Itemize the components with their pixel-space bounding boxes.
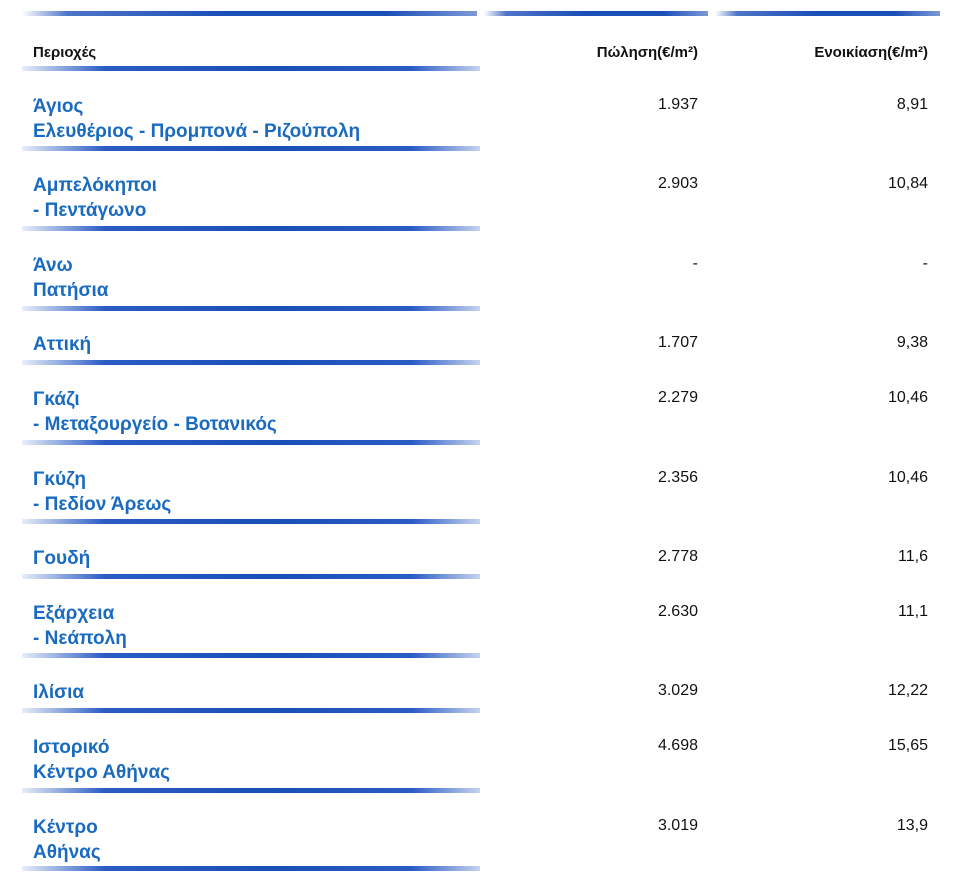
row-separator xyxy=(22,440,480,445)
area-name xyxy=(33,815,473,865)
area-name-line: Κέντρο xyxy=(33,817,98,838)
rent-price: 10,46 xyxy=(887,469,928,486)
header-separator xyxy=(22,66,480,71)
row-separator xyxy=(22,360,480,365)
area-name xyxy=(33,387,473,437)
area-name-line: Πατήσια xyxy=(33,280,109,301)
rent-price: 10,46 xyxy=(887,389,928,406)
row-separator xyxy=(22,866,480,871)
sale-price: 3.029 xyxy=(657,682,698,699)
row-separator xyxy=(22,788,480,793)
header-area: Περιοχές xyxy=(33,44,97,61)
row-separator xyxy=(22,653,480,658)
area-name-line: Ελευθέριος - Προμπονά - Ριζούπολη xyxy=(33,121,361,142)
area-name-line: Άγιος xyxy=(33,96,84,117)
rent-price: 11,1 xyxy=(898,603,928,620)
area-name-line: Γκύζη xyxy=(33,469,86,490)
area-name-line: - Πεδίον Άρεως xyxy=(33,494,172,515)
rent-price: 15,65 xyxy=(887,737,928,754)
sale-price: 2.279 xyxy=(657,389,698,406)
sale-price: - xyxy=(692,255,698,272)
rent-price: 12,22 xyxy=(887,682,928,699)
sale-price: 2.356 xyxy=(657,469,698,486)
top-rule-left xyxy=(22,11,477,16)
rent-price: 8,91 xyxy=(896,96,928,113)
row-separator xyxy=(22,306,480,311)
area-name xyxy=(33,680,473,705)
top-rule-middle xyxy=(484,11,708,16)
rent-price: 11,6 xyxy=(898,548,928,565)
sale-price: 1.707 xyxy=(657,334,698,351)
area-name-line: Εξάρχεια xyxy=(33,603,115,624)
area-name xyxy=(33,253,473,303)
area-name-line: Αττική xyxy=(33,334,92,355)
area-name xyxy=(33,735,473,785)
header-sale-price: Πώληση(€/m²) xyxy=(596,44,698,61)
area-name-line: Κέντρο Αθήνας xyxy=(33,762,170,783)
area-name-line: - Νεάπολη xyxy=(33,628,127,649)
area-name-line: - Μεταξουργείο - Βοτανικός xyxy=(33,414,277,435)
sale-price: 1.937 xyxy=(657,96,698,113)
row-separator xyxy=(22,519,480,524)
top-rule-right xyxy=(715,11,940,16)
row-separator xyxy=(22,708,480,713)
area-name xyxy=(33,601,473,651)
rent-price: 10,84 xyxy=(887,175,928,192)
area-name-line: Ιλίσια xyxy=(33,682,85,703)
sale-price: 2.903 xyxy=(657,175,698,192)
area-name xyxy=(33,546,473,571)
row-separator xyxy=(22,226,480,231)
area-name xyxy=(33,467,473,517)
area-name-line: Αθήνας xyxy=(33,842,101,863)
row-separator xyxy=(22,146,480,151)
area-name xyxy=(33,332,473,357)
rent-price: - xyxy=(922,255,928,272)
area-name-line: Αμπελόκηποι xyxy=(33,175,157,196)
area-name-line: Ιστορικό xyxy=(33,737,110,758)
row-separator xyxy=(22,574,480,579)
rent-price: 13,9 xyxy=(896,817,928,834)
area-name-line: - Πεντάγωνο xyxy=(33,200,147,221)
area-name-line: Γουδή xyxy=(33,548,91,569)
sale-price: 2.630 xyxy=(657,603,698,620)
sale-price: 4.698 xyxy=(657,737,698,754)
area-name xyxy=(33,94,473,144)
header-rent-price: Ενοικίαση(€/m²) xyxy=(814,44,928,61)
rent-price: 9,38 xyxy=(896,334,928,351)
area-name-line: Γκάζι xyxy=(33,389,80,410)
area-name xyxy=(33,173,473,223)
sale-price: 3.019 xyxy=(657,817,698,834)
area-name-line: Άνω xyxy=(33,255,73,276)
sale-price: 2.778 xyxy=(657,548,698,565)
